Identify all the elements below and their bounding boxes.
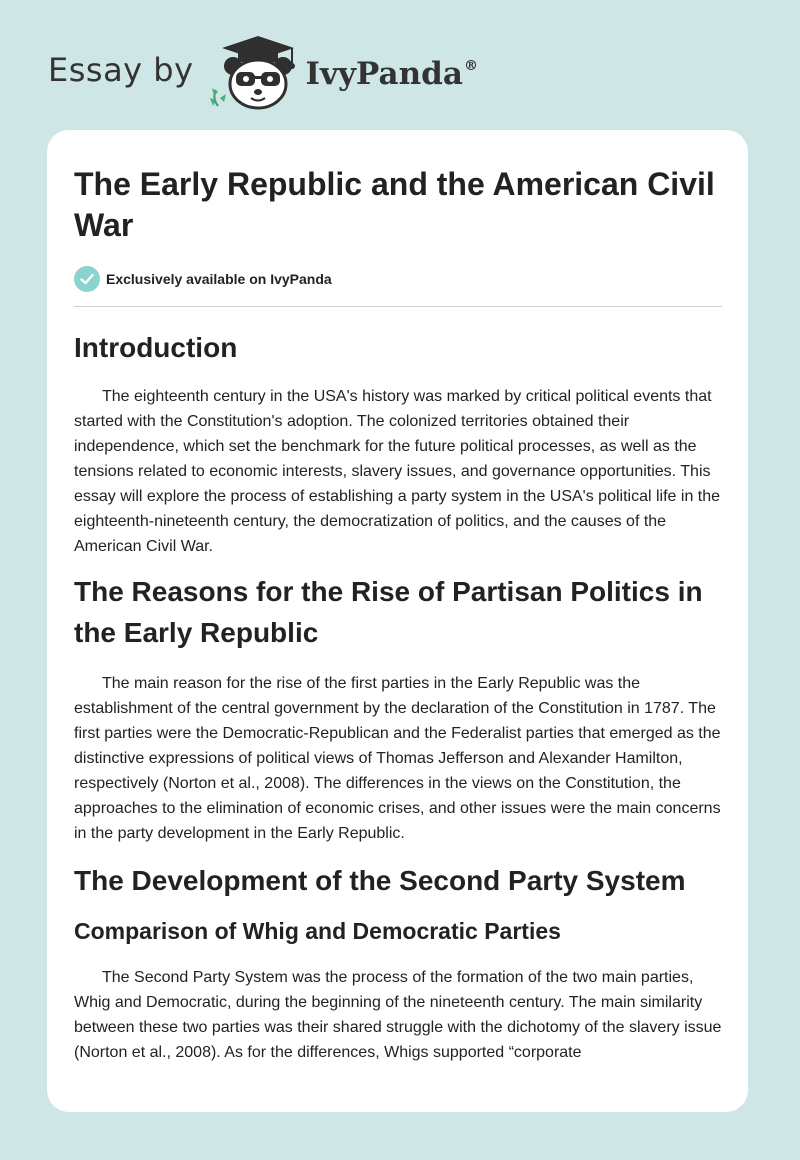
exclusive-badge bbox=[74, 266, 724, 292]
section-heading-reasons: The Reasons for the Rise of Partisan Politics in the Early Republic bbox=[74, 576, 703, 648]
exclusive-badge-label: Exclusively available on IvyPanda bbox=[106, 271, 332, 287]
site-header bbox=[48, 32, 478, 112]
subsection-heading-comparison: Comparison of Whig and Democratic Parties bbox=[74, 918, 561, 944]
title-divider bbox=[74, 306, 722, 307]
section-paragraph-introduction: The eighteenth century in the USA's history was marked by critical political events that started with the Constitution's adoption. The colonized territories obtained their independence, which set the benchmark for the future political processes, as well as the tensions related to economic interests, slavery issues, and governance opportunities. This essay will explore the process of establishing a party system in the USA's political life in the eighteenth-nineteenth century, the democratization of politics, and the causes of the American Civil War. bbox=[74, 388, 721, 555]
check-icon bbox=[74, 266, 100, 292]
section-paragraph-comparison: The Second Party System was the process of the formation of the two main parties, Whig and Democratic, during the beginning of the nineteenth century. The main similarity between these two parties was their shared struggle with the dichotomy of the slavery issue (Norton et al., 2008). As for the differences, Whigs supported “corporate bbox=[74, 969, 722, 1061]
brand-name[interactable]: IvyPanda® bbox=[305, 56, 478, 92]
essay-card bbox=[47, 130, 748, 1112]
panda-graduate-icon bbox=[208, 32, 300, 112]
essay-title: The Early Republic and the American Civil War bbox=[74, 166, 715, 243]
essay-content bbox=[74, 164, 724, 1065]
registered-mark: ® bbox=[463, 58, 478, 74]
section-heading-introduction: Introduction bbox=[74, 332, 238, 363]
section-heading-second-party-system: The Development of the Second Party System bbox=[74, 865, 686, 896]
section-paragraph-reasons: The main reason for the rise of the first parties in the Early Republic was the establishment of the central government by the declaration of the Constitution in 1787. The first parties were the Democratic-Republican and the Federalist parties that emerged as the distinctive expressions of political views of Thomas Jefferson and Alexander Hamilton, respectively (Norton et al., 2008). The differences in the views on the Constitution, the approaches to the elimination of economic crises, and other issues were the main concerns in the party development in the Early Republic. bbox=[74, 675, 721, 842]
essay-by-label: Essay by bbox=[48, 51, 194, 89]
